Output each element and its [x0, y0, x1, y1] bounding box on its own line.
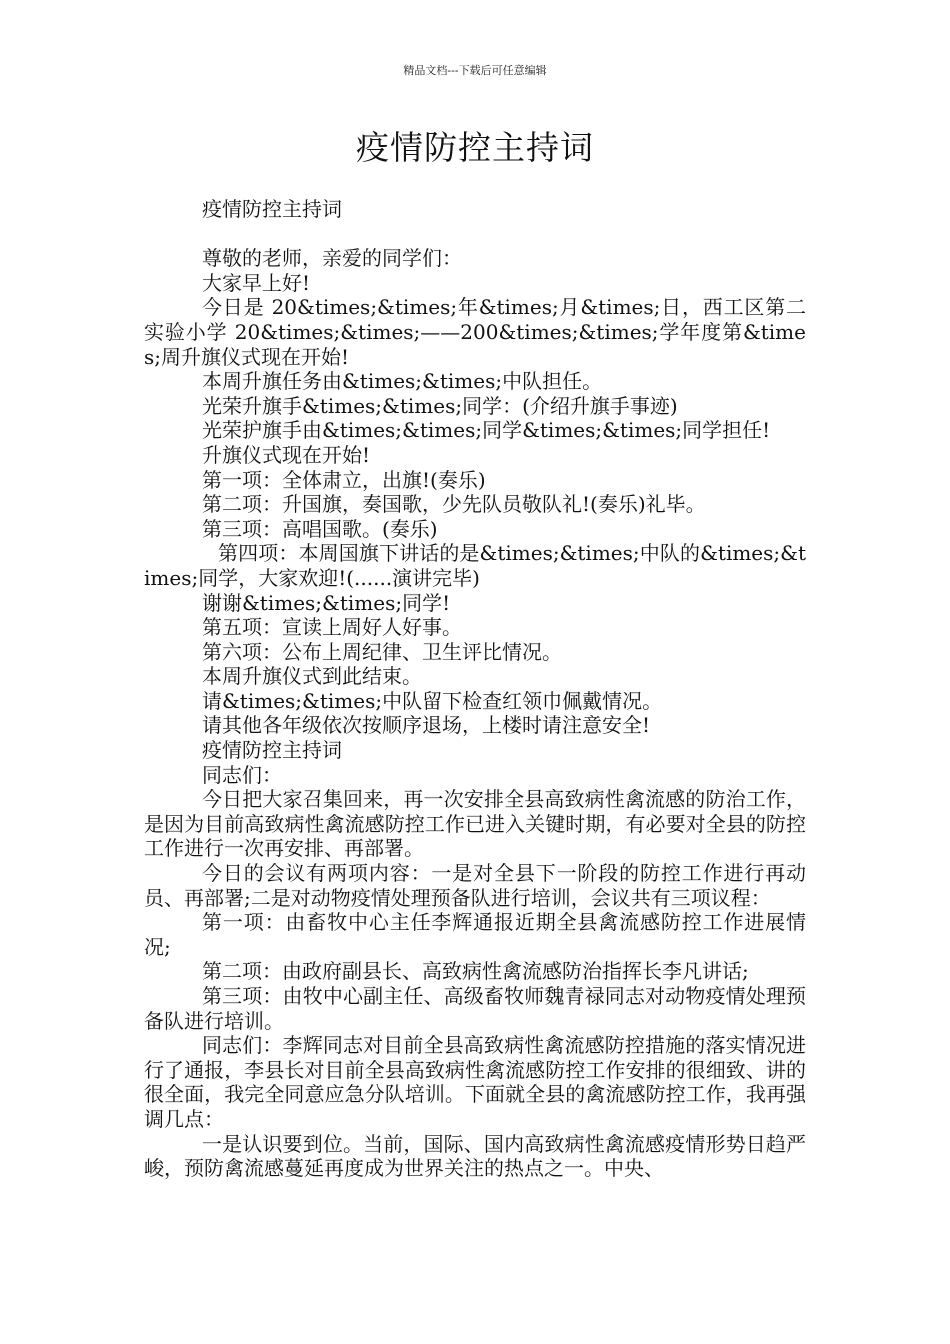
paragraph: 第四项：本周国旗下讲话的是&times;&times;中队的&times;&times;同学，大家欢迎!(......演讲完毕): [144, 541, 806, 590]
paragraph: 今日把大家召集回来，再一次安排全县高致病性禽流感的防治工作，是因为目前高致病性禽流感防控工作已进入关键时期，有必要对全县的防控工作进行一次再安排、再部署。: [144, 787, 806, 861]
paragraph: 今日的会议有两项内容：一是对全县下一阶段的防控工作进行再动员、再部署;二是对动物疫情处理预备队进行培训，会议共有三项议程：: [144, 861, 806, 910]
document-title: 疫情防控主持词: [356, 128, 594, 167]
paragraph-section-title: 疫情防控主持词: [202, 738, 342, 763]
paragraph: 升旗仪式现在开始!: [202, 442, 371, 467]
paragraph: 同志们：: [202, 762, 282, 787]
paragraph: 尊敬的老师，亲爱的同学们：: [202, 246, 462, 271]
paragraph: 光荣升旗手&times;&times;同学：(介绍升旗手事迹): [202, 393, 678, 418]
paragraph: 同志们：李辉同志对目前全县高致病性禽流感防控措施的落实情况进行了通报，李县长对目前全县高致病性禽流感防控工作安排的很细致、讲的很全面，我完全同意应急分队培训。下面就全县的禽流感防控工作，我再强调几点：: [144, 1033, 806, 1131]
paragraph: 本周升旗任务由&times;&times;中队担任。: [202, 369, 603, 394]
paragraph: 第三项：由牧中心副主任、高级畜牧师魏青禄同志对动物疫情处理预备队进行培训。: [144, 984, 806, 1033]
paragraph: 第二项：由政府副县长、高致病性禽流感防治指挥长李凡讲话;: [202, 959, 749, 984]
paragraph: 第三项：高唱国歌。(奏乐): [202, 516, 438, 541]
paragraph: 请&times;&times;中队留下检查红领巾佩戴情况。: [202, 688, 663, 713]
paragraph: 第二项：升国旗，奏国歌，少先队员敬队礼!(奏乐)礼毕。: [202, 492, 706, 517]
paragraph: 大家早上好!: [202, 270, 311, 295]
document-body: [144, 197, 806, 1181]
paragraph-subtitle: 疫情防控主持词: [202, 197, 342, 221]
paragraph: 第五项：宣读上周好人好事。: [202, 615, 462, 640]
paragraph: 一是认识要到位。当前，国际、国内高致病性禽流感疫情形势日趋严峻，预防禽流感蔓延再度成为世界关注的热点之一。中央、: [144, 1131, 806, 1181]
paragraph: 第六项：公布上周纪律、卫生评比情况。: [202, 639, 562, 664]
header-note: 精品文档---下载后可任意编辑: [403, 64, 547, 77]
paragraph: 光荣护旗手由&times;&times;同学&times;&times;同学担任!: [202, 418, 771, 443]
paragraph: 请其他各年级依次按顺序退场，上楼时请注意安全!: [202, 713, 651, 738]
paragraph: 今日是 20&times;&times;年&times;月&times;日，西工区第二实验小学 20&times;&times;——200&times;&times;学年度第&times;周升旗仪式现在开始!: [144, 295, 806, 369]
paragraph: 第一项：全体肃立，出旗!(奏乐): [202, 467, 486, 492]
paragraph: 第一项：由畜牧中心主任李辉通报近期全县禽流感防控工作进展情况;: [144, 910, 806, 959]
paragraph: 谢谢&times;&times;同学!: [202, 590, 451, 615]
paragraph: 本周升旗仪式到此结束。: [202, 664, 422, 689]
